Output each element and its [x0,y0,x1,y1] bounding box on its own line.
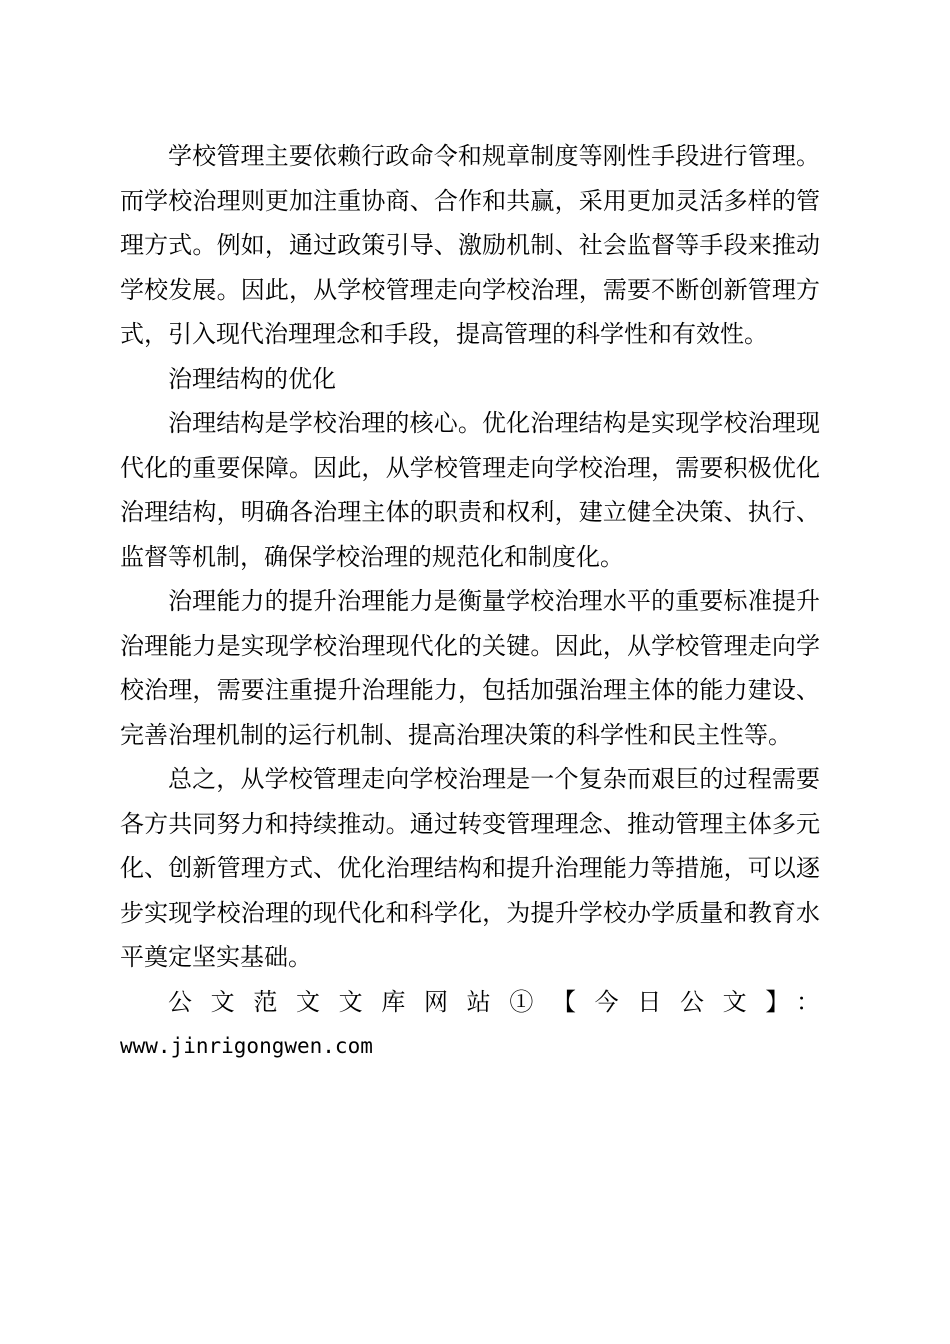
paragraph-conclusion: 总之，从学校管理走向学校治理是一个复杂而艰巨的过程需要各方共同努力和持续推动。通过转变管理理念、推动管理主体多元化、创新管理方式、优化治理结构和提升治理能力等措施，可以逐步实现学校治理的现代化和科学化，为提升学校办学质量和教育水平奠定坚实基础。 [120,765,820,971]
document-page [120,134,820,1069]
footer-source-url[interactable]: www.jinrigongwen.com [120,1034,373,1058]
paragraph-governance-structure: 治理结构是学校治理的核心。优化治理结构是实现学校治理现代化的重要保障。因此，从学校管理走向学校治理，需要积极优化治理结构，明确各治理主体的职责和权利，建立健全决策、执行、监督等机制，确保学校治理的规范化和制度化。 [120,409,820,571]
section-heading-structure-optimization: 治理结构的优化 [168,364,336,393]
footer-source-label: 公文范文文库网站①【今日公文】： [168,987,820,1016]
paragraph-management-methods: 学校管理主要依赖行政命令和规章制度等刚性手段进行管理。而学校治理则更加注重协商、合作和共赢，采用更加灵活多样的管理方式。例如，通过政策引导、激励机制、社会监督等手段来推动学校发展。因此，从学校管理走向学校治理，需要不断创新管理方式，引入现代治理理念和手段，提高管理的科学性和有效性。 [120,142,820,348]
paragraph-governance-capacity: 治理能力的提升治理能力是衡量学校治理水平的重要标准提升治理能力是实现学校治理现代化的关键。因此，从学校管理走向学校治理，需要注重提升治理能力，包括加强治理主体的能力建设、完善治理机制的运行机制、提高治理决策的科学性和民主性等。 [120,587,820,749]
